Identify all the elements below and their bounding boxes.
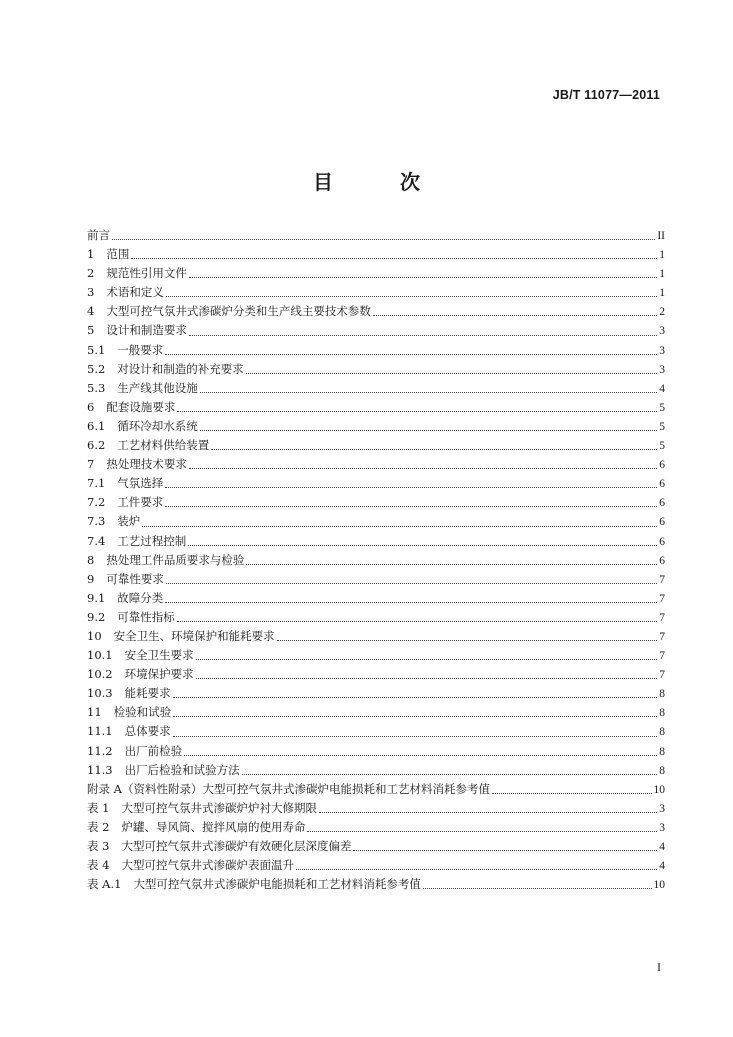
toc-entry-number: 表 3 xyxy=(87,839,110,853)
toc-entry-label: 附录 A（资料性附录）大型可控气氛井式渗碳炉电能损耗和工艺材料消耗参考值 xyxy=(87,781,490,796)
toc-entry-page: 5 xyxy=(659,401,665,414)
table-of-contents xyxy=(87,226,665,894)
toc-entry-number: 表 4 xyxy=(87,858,110,873)
standard-code: JB/T 11077—2011 xyxy=(552,88,660,102)
toc-entry[interactable] xyxy=(87,665,665,684)
toc-entry-page: 10 xyxy=(653,879,665,892)
toc-entry-page: 1 xyxy=(659,287,665,300)
toc-entry-number: 7.3 xyxy=(87,514,106,529)
toc-entry-page: 7 xyxy=(659,573,665,586)
toc-entry-label: 术语和定义 xyxy=(106,285,164,300)
toc-entry-page: 8 xyxy=(659,726,665,739)
toc-entry-page: 3 xyxy=(659,344,665,357)
toc-entry-number: 6 xyxy=(87,399,95,414)
toc-entry-number: 10.1 xyxy=(87,648,113,663)
toc-entry[interactable] xyxy=(87,761,665,780)
toc-entry[interactable] xyxy=(87,302,665,321)
toc-entry-number: 11.3 xyxy=(87,762,113,777)
toc-leader-dots xyxy=(165,602,657,603)
toc-entry[interactable] xyxy=(87,799,665,818)
toc-entry-number: 6.2 xyxy=(87,438,106,453)
toc-leader-dots xyxy=(142,526,657,527)
toc-entry-number: 7 xyxy=(87,457,95,472)
toc-entry[interactable] xyxy=(87,837,665,856)
toc-entry[interactable] xyxy=(87,379,665,398)
toc-leader-dots xyxy=(165,354,657,355)
toc-entry-number: 9 xyxy=(87,571,95,586)
toc-leader-dots xyxy=(307,831,657,832)
toc-leader-dots xyxy=(196,678,658,679)
toc-entry-page: 6 xyxy=(659,535,665,548)
toc-entry-label: 能耗要求 xyxy=(124,686,171,701)
toc-entry-number: 11 xyxy=(87,705,102,720)
toc-entry-label: 可靠性指标 xyxy=(117,609,175,624)
toc-entry[interactable] xyxy=(87,608,665,627)
toc-entry-number: 7.2 xyxy=(87,495,106,510)
toc-entry-label: 出厂前检验 xyxy=(124,743,183,758)
page-number: I xyxy=(657,960,661,974)
toc-entry-page: 7 xyxy=(659,611,665,624)
toc-entry-page: 5 xyxy=(659,420,665,433)
toc-entry-number: 7.1 xyxy=(87,476,106,491)
toc-entry-page: 10 xyxy=(653,783,665,796)
toc-entry[interactable] xyxy=(87,742,665,761)
toc-leader-dots xyxy=(246,373,657,374)
toc-leader-dots xyxy=(211,449,657,450)
toc-entry[interactable] xyxy=(87,703,665,722)
toc-entry[interactable] xyxy=(87,321,665,340)
toc-entry-number: 10.3 xyxy=(87,686,113,701)
toc-leader-dots xyxy=(165,487,657,488)
toc-entry-number: 4 xyxy=(87,304,95,319)
toc-entry-page: 6 xyxy=(659,497,665,510)
toc-entry-page: 7 xyxy=(659,669,665,682)
toc-entry[interactable] xyxy=(87,264,665,283)
toc-entry-page: 7 xyxy=(659,630,665,643)
toc-entry-number: 8 xyxy=(87,552,95,567)
toc-entry[interactable] xyxy=(87,818,665,837)
toc-leader-dots xyxy=(373,315,657,316)
toc-entry-label: 环境保护要求 xyxy=(124,667,194,682)
toc-leader-dots xyxy=(166,583,657,584)
toc-entry[interactable] xyxy=(87,436,665,455)
toc-entry[interactable] xyxy=(87,646,665,665)
toc-entry-number: 表 2 xyxy=(87,819,110,834)
toc-entry-number: 5.1 xyxy=(87,342,106,357)
toc-entry[interactable] xyxy=(87,341,665,360)
toc-leader-dots xyxy=(177,411,657,412)
toc-entry[interactable] xyxy=(87,856,665,875)
toc-entry-label: 生产线其他设施 xyxy=(117,380,198,395)
toc-entry-label: 规范性引用文件 xyxy=(106,266,187,281)
toc-leader-dots xyxy=(166,296,657,297)
toc-entry-page: 3 xyxy=(659,821,665,834)
toc-entry-number: 9.1 xyxy=(87,590,106,605)
toc-entry-number: 7.4 xyxy=(87,533,106,548)
toc-entry[interactable] xyxy=(87,875,665,894)
toc-entry-page: 6 xyxy=(659,516,665,529)
toc-leader-dots xyxy=(200,430,657,431)
toc-entry-label: 大型可控气氛井式渗碳炉有效硬化层深度偏差 xyxy=(121,839,352,853)
toc-entry-label: 安全卫生要求 xyxy=(124,648,194,663)
toc-leader-dots xyxy=(196,659,658,660)
toc-entry[interactable] xyxy=(87,512,665,531)
toc-entry-label: 范围 xyxy=(106,247,130,262)
toc-entry-page: 3 xyxy=(659,802,665,815)
toc-leader-dots xyxy=(246,564,657,565)
page-title: 目 次 xyxy=(313,170,450,194)
toc-entry[interactable] xyxy=(87,627,665,646)
toc-entry[interactable] xyxy=(87,589,665,608)
toc-entry-label: 工艺过程控制 xyxy=(117,533,187,548)
toc-leader-dots xyxy=(277,640,658,641)
toc-entry-number: 表 A.1 xyxy=(87,877,122,892)
toc-entry-page: 8 xyxy=(659,707,665,720)
toc-entry-label: 设计和制造要求 xyxy=(106,323,187,338)
toc-entry-label: 检验和试验 xyxy=(113,705,172,720)
toc-entry-page: 8 xyxy=(659,688,665,701)
toc-entry-page: 6 xyxy=(659,554,665,567)
toc-entry[interactable] xyxy=(87,474,665,493)
toc-entry-label: 大型可控气氛井式渗碳炉炉衬大修期限 xyxy=(121,800,317,815)
toc-entry-label: 热处理工件品质要求与检验 xyxy=(106,552,245,567)
toc-entry-label: 对设计和制造的补充要求 xyxy=(117,361,244,376)
toc-leader-dots xyxy=(184,755,657,756)
toc-entry-page: 4 xyxy=(659,841,665,853)
toc-entry-page: 7 xyxy=(659,650,665,663)
toc-entry-label: 大型可控气氛井式渗碳炉电能损耗和工艺材料消耗参考值 xyxy=(133,877,421,892)
toc-entry-number: 5 xyxy=(87,323,95,338)
toc-entry-page: II xyxy=(657,230,665,242)
toc-leader-dots xyxy=(173,716,657,717)
toc-entry-label: 出厂后检验和试验方法 xyxy=(124,762,240,777)
toc-entry[interactable] xyxy=(87,722,665,741)
toc-leader-dots xyxy=(200,392,657,393)
toc-entry[interactable] xyxy=(87,226,665,245)
toc-entry[interactable] xyxy=(87,493,665,512)
toc-entry-page: 4 xyxy=(659,860,665,873)
toc-entry-label: 气氛选择 xyxy=(117,476,164,491)
toc-entry-number: 9.2 xyxy=(87,609,106,624)
toc-entry-number: 3 xyxy=(87,285,95,300)
toc-entry-page: 5 xyxy=(659,440,665,453)
toc-entry-number: 10 xyxy=(87,628,102,643)
toc-leader-dots xyxy=(242,774,658,775)
toc-entry-page: 3 xyxy=(659,325,665,338)
toc-entry-page: 8 xyxy=(659,764,665,777)
toc-leader-dots xyxy=(296,869,657,870)
toc-entry-page: 1 xyxy=(659,268,665,281)
toc-entry[interactable] xyxy=(87,417,665,436)
toc-entry[interactable] xyxy=(87,570,665,589)
toc-leader-dots xyxy=(189,277,657,278)
toc-entry[interactable] xyxy=(87,360,665,379)
toc-leader-dots xyxy=(112,239,655,240)
toc-entry-label: 前言 xyxy=(87,228,110,242)
toc-entry[interactable] xyxy=(87,532,665,551)
toc-entry[interactable] xyxy=(87,551,665,570)
toc-entry-label: 炉罐、导风筒、搅拌风扇的使用寿命 xyxy=(121,819,306,834)
toc-leader-dots xyxy=(492,793,652,794)
toc-entry-number: 11.1 xyxy=(87,724,113,739)
toc-leader-dots xyxy=(173,736,658,737)
toc-entry-label: 大型可控气氛井式渗碳炉分类和生产线主要技术参数 xyxy=(106,304,371,319)
toc-leader-dots xyxy=(319,812,657,813)
toc-entry-page: 7 xyxy=(659,592,665,605)
toc-leader-dots xyxy=(173,697,658,698)
toc-entry-label: 工件要求 xyxy=(117,495,164,510)
toc-entry-page: 3 xyxy=(659,363,665,376)
toc-entry-label: 循环冷却水系统 xyxy=(117,418,198,433)
toc-leader-dots xyxy=(131,258,657,259)
toc-entry-label: 一般要求 xyxy=(117,342,164,357)
toc-entry-label: 装炉 xyxy=(117,514,141,529)
toc-entry-label: 安全卫生、环境保护和能耗要求 xyxy=(113,628,275,643)
toc-entry-page: 6 xyxy=(659,478,665,491)
toc-leader-dots xyxy=(189,335,657,336)
toc-entry[interactable] xyxy=(87,398,665,417)
toc-entry[interactable] xyxy=(87,684,665,703)
toc-entry-label: 热处理技术要求 xyxy=(106,457,187,472)
toc-leader-dots xyxy=(177,621,657,622)
toc-entry[interactable] xyxy=(87,283,665,302)
toc-entry[interactable] xyxy=(87,780,665,799)
toc-entry-number: 1 xyxy=(87,247,95,262)
toc-leader-dots xyxy=(188,545,657,546)
toc-entry-page: 6 xyxy=(659,459,665,472)
toc-entry-number: 2 xyxy=(87,266,95,281)
toc-entry-number: 5.3 xyxy=(87,380,106,395)
toc-entry-label: 工艺材料供给装置 xyxy=(117,438,210,453)
toc-entry-page: 4 xyxy=(659,382,665,395)
toc-entry-label: 总体要求 xyxy=(124,724,171,739)
toc-entry-label: 可靠性要求 xyxy=(106,571,164,586)
toc-entry-label: 故障分类 xyxy=(117,590,164,605)
toc-entry-number: 6.1 xyxy=(87,418,106,433)
toc-entry[interactable] xyxy=(87,245,665,264)
toc-entry-number: 11.2 xyxy=(87,743,113,758)
toc-entry-number: 5.2 xyxy=(87,361,106,376)
toc-leader-dots xyxy=(353,850,657,851)
toc-entry-label: 配套设施要求 xyxy=(106,399,176,414)
toc-entry-number: 表 1 xyxy=(87,800,110,815)
toc-entry-page: 1 xyxy=(659,249,665,262)
toc-entry-label: 大型可控气氛井式渗碳炉表面温升 xyxy=(121,858,294,873)
toc-leader-dots xyxy=(423,888,652,889)
toc-entry[interactable] xyxy=(87,455,665,474)
toc-leader-dots xyxy=(165,506,657,507)
toc-entry-page: 8 xyxy=(659,745,665,758)
toc-leader-dots xyxy=(189,468,657,469)
toc-entry-number: 10.2 xyxy=(87,667,113,682)
toc-entry-page: 2 xyxy=(659,306,665,319)
